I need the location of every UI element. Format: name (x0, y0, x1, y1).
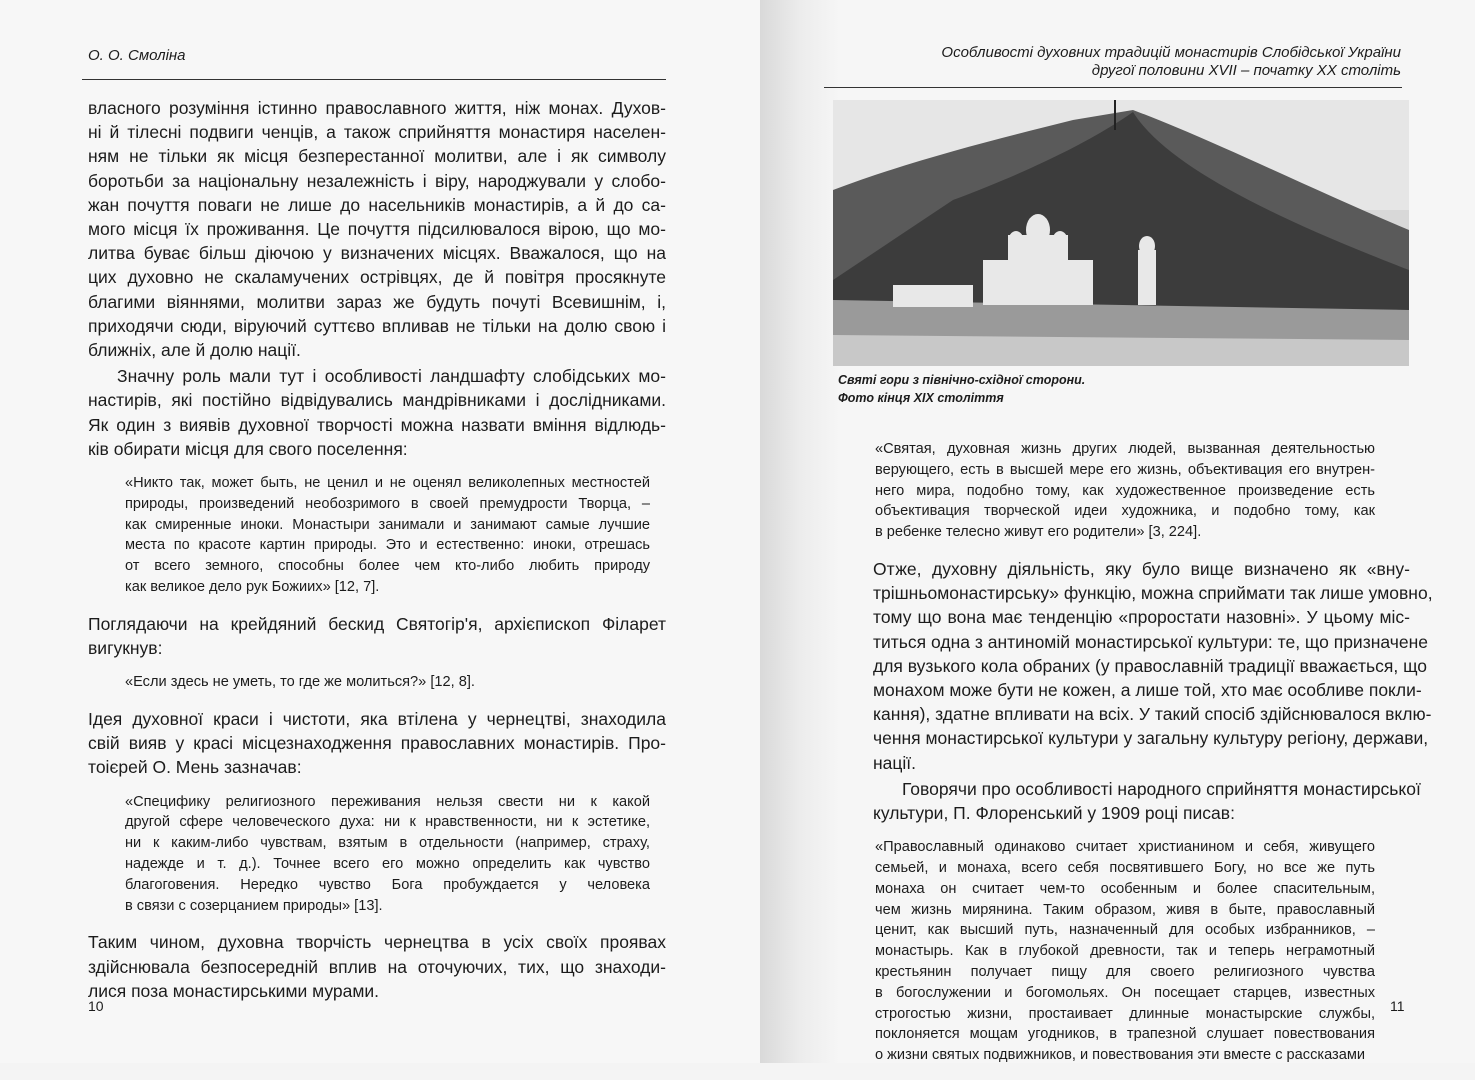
text-line: литва буває більш діючою у визначених місцях. Вважалося, що на (88, 243, 666, 264)
right-page (760, 0, 1475, 1063)
block-quote (125, 473, 650, 598)
text-line: о жизни святых подвижников, и повествования эти вместе с рассказами (875, 1047, 1366, 1064)
text-line: «Святая, духовная жизнь других людей, вызванная деятельностью (875, 441, 1375, 457)
block-quote (875, 439, 1375, 543)
text-line: нації. (873, 752, 917, 773)
text-line: благоговения. Нередко чувство Бога пробуждается у человека (125, 876, 650, 893)
caption-line: Фото кінця XIX століття (838, 391, 1004, 405)
paragraph (873, 557, 1433, 775)
text-line: него мира, подобно тому, как художественное произведение есть (875, 482, 1375, 499)
text-line: тоієрей О. Мень зазначав: (88, 757, 302, 778)
text-line: чення монастирської культури у загальну культуру регіону, держави, (873, 728, 1429, 749)
text-line: приходячи сюди, віруючий суттєво впливав не тільки на долю свою і (88, 315, 666, 336)
text-line: «Никто так, может быть, не ценил и не оценял великолепных местностей (125, 475, 650, 492)
caption-line: Святі гори з північно-східної сторони. (838, 373, 1086, 387)
block-quote (125, 672, 650, 693)
text-line: настирів, які постійно відвідувались мандрівниками і дослідниками. (88, 390, 666, 411)
text-line: культури, П. Флоренський у 1909 році писав: (873, 803, 1235, 824)
running-head (941, 44, 1401, 80)
text-line: ні й тілесні подвиги ченців, а також сприйняття монастиря населен- (88, 122, 666, 143)
text-line: надежде и т. д.). Точнее всего его можно определить как чувство (125, 856, 650, 873)
text-line: благими віяннями, молитви зараз же будуть почуті Всевишнім, і, (88, 291, 666, 312)
text-line: Ідея духовної краси і чистоти, яка втілена у чернецтві, знаходила (88, 709, 666, 730)
photo-caption (838, 371, 1085, 407)
running-head: О. О. Смоліна (88, 47, 186, 64)
text-line: в связи с созерцанием природы» [13]. (125, 897, 383, 914)
text-line: Як один з виявів духовної творчості можна назвати вміння відлюдь- (88, 414, 666, 435)
text-line: крестьянин получает пищу для своего религиозного чувства (875, 964, 1375, 980)
text-line: вигукнув: (88, 638, 163, 659)
text-line: здійснювала безпосередній вплив на оточуючих, тих, що знаходи- (88, 956, 666, 977)
text-line: чем жизнь мирянина. Таким образом, живя в быте, православный (875, 901, 1375, 918)
text-line: места по красоте картин природы. Это и естественно: иноки, отрешась (125, 537, 650, 554)
paragraph (88, 930, 666, 1003)
text-line: монастырь. Как в глубокой древности, так и теперь неграмотный (875, 943, 1375, 960)
running-head-line: Особливості духовних традицій монастирів Слобідської України (941, 44, 1401, 61)
text-line: мого місця їх проживання. Це почуття підсилювалося вірою, що мо- (88, 219, 666, 240)
text-line: строгостью жизни, простаивает длинные монастырские службы, (875, 1005, 1375, 1022)
text-line: монаха он считает чем-то особенным и более спасительным, (875, 880, 1375, 897)
text-line: ценит, как высший путь, назначенный для особых избранников, – (875, 922, 1375, 939)
text-line: лися поза монастирськими мурами. (88, 980, 380, 1001)
text-line: Значну роль мали тут і особливості ландшафту слобідських мо- (117, 366, 666, 387)
text-line: Говорячи про особливості народного сприйняття монастирської (902, 778, 1421, 799)
text-line: как смиренные иноки. Монастыри занимали и занимают самые лучшие (125, 516, 650, 533)
text-line: ближніх, але й долю нації. (88, 340, 301, 361)
text-line: ням не тільки як місця безперестанної молитви, але і як символу (88, 146, 666, 167)
block-quote (875, 837, 1375, 1066)
text-line: объективация творческой идеи художника, и подобно тому, как (875, 503, 1375, 520)
paragraph (88, 96, 666, 362)
text-line: «Если здесь не уметь, то где же молиться?» [12, 8]. (125, 674, 475, 691)
text-line: поклоняется мощам угодников, в трапезной слушает повествования (875, 1026, 1375, 1043)
block-quote (125, 792, 650, 917)
text-line: ни к каким-либо чувствам, взятым в отдельности (например, страху, (125, 835, 650, 852)
text-line: Таким чином, духовна творчість чернецтва в усіх своїх проявах (88, 932, 666, 953)
text-line: Поглядаючи на крейдяний бескид Святогір'я, архієпископ Філарет (88, 613, 666, 634)
text-line: власного розуміння істинно православного життя, ніж монах. Духов- (88, 98, 666, 118)
paragraph (88, 612, 666, 660)
text-line: свій вияв у красі місцезнаходження православних монастирів. Про- (88, 733, 666, 754)
header-rule (824, 87, 1402, 88)
header-rule (82, 79, 666, 80)
text-line: тому що вона має тенденцію «проростати назовні». У цьому міс- (873, 607, 1410, 628)
monastery-photo (833, 100, 1409, 366)
text-line: «Специфику религиозного переживания нельзя свести ни к какой (125, 793, 650, 810)
text-line: ків обирати місця для свого поселення: (88, 438, 408, 459)
text-flow (88, 96, 666, 1005)
text-line: жан почуття поваги не лише до насельників монастирів, а й до са- (88, 194, 666, 215)
text-line: верующего, есть в высшей мере его жизнь, объективация его внутрен- (875, 461, 1375, 478)
paragraph (88, 707, 666, 780)
running-head-line: другої половини XVII – початку XX століть (1091, 62, 1401, 79)
text-flow (873, 427, 1433, 1080)
text-line: семьей, и монаха, всего себя посвятившего Богу, но все же путь (875, 860, 1375, 877)
text-line: боротьби за національну незалежність і віру, народжували у слобо- (88, 170, 666, 191)
text-line: трішньомонастирську» функцію, можна сприймати так лише умовно, (873, 583, 1433, 604)
text-line: титься одна з антиномій монастирської культури: те, що призначене (873, 631, 1428, 652)
text-line: как великое дело рук Божиих» [12, 7]. (125, 579, 380, 596)
paragraph (873, 777, 1421, 825)
text-line: от всего земного, способны более чем кто-либо любить природу (125, 558, 650, 575)
text-line: «Православный одинаково считает христианином и себя, живущего (875, 839, 1375, 856)
text-line: природы, произведений необозримого в своей премудрости Творца, – (125, 495, 650, 512)
text-line: для вузького кола обраних (у православній традиції вважається, що (873, 655, 1428, 676)
text-line: цих духовно не скаламучених острівцях, де й повітря просякнуте (88, 267, 666, 288)
text-line: другой сфере человеческого духа: ни к нравственности, ни к эстетике, (125, 814, 650, 831)
text-line: монахом може бути не кожен, а лише той, хто має особливе покли- (873, 680, 1422, 700)
text-line: в ребенке телесно живут его родители» [3, 224]. (875, 524, 1202, 541)
text-line: в богослужении и богомольях. Он посещает старцев, известных (875, 984, 1375, 1001)
text-line: Отже, духовну діяльність, яку було вище визначено як «вну- (873, 558, 1410, 579)
text-line: кання), здатне впливати на всіх. У такий спосіб здійснювалося вклю- (873, 704, 1432, 725)
page-number: 10 (88, 998, 104, 1014)
page-number: 11 (1390, 998, 1405, 1014)
paragraph (88, 364, 666, 461)
